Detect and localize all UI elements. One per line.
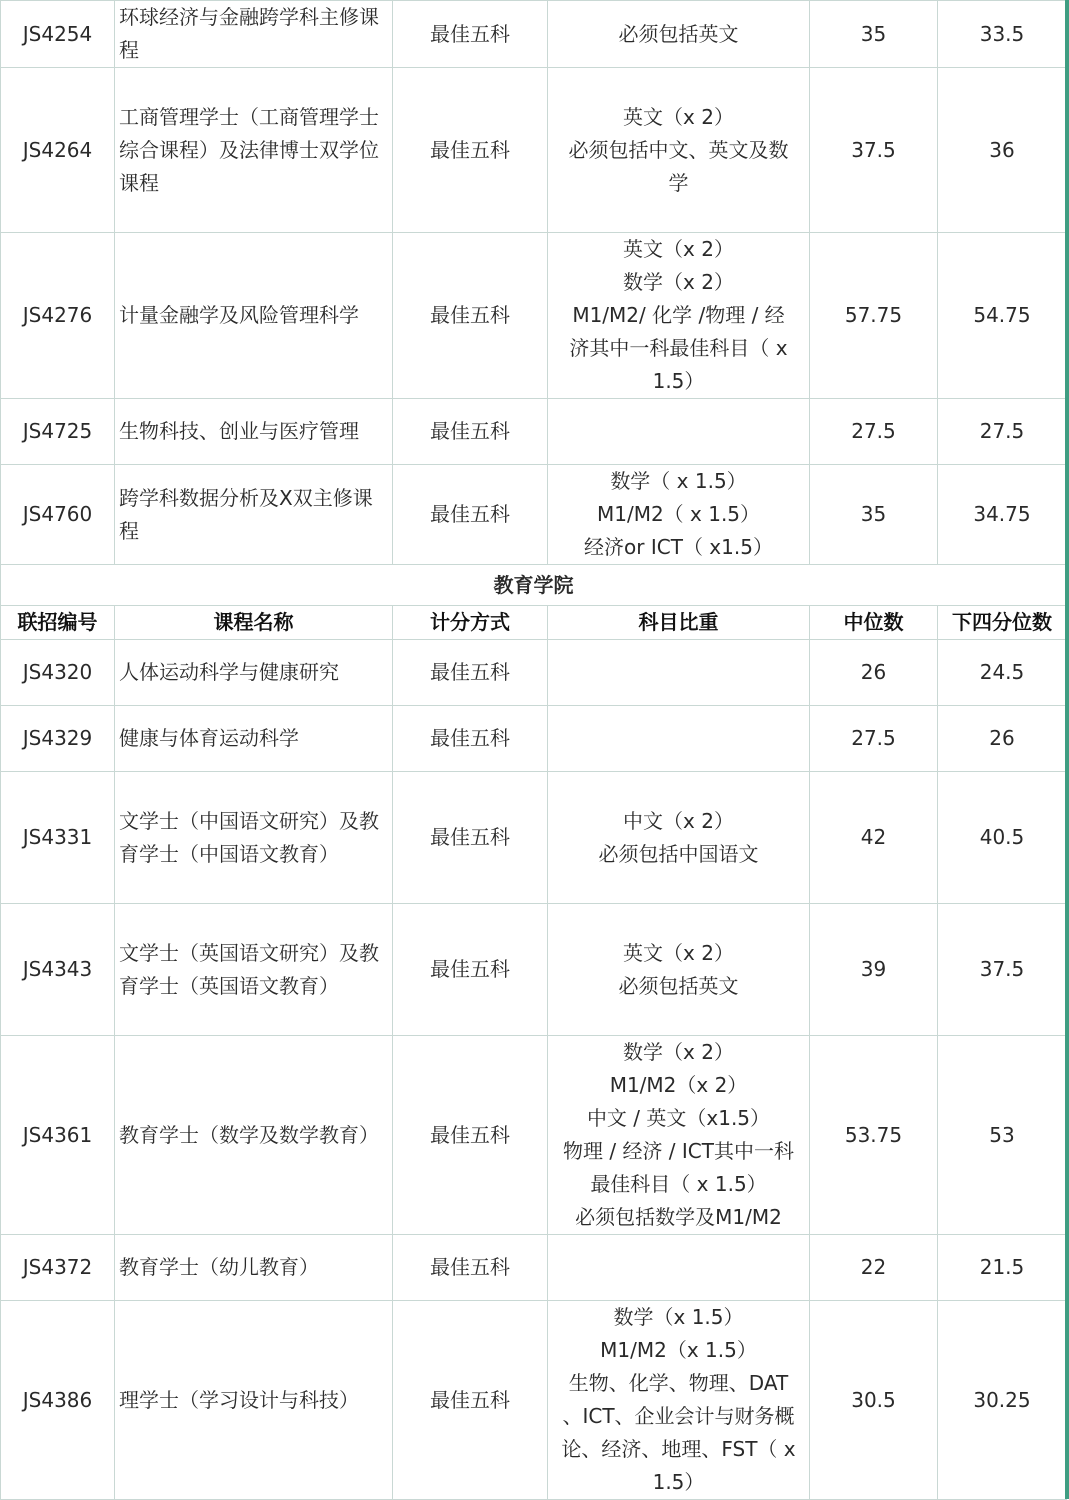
median-cell: 35 xyxy=(810,1,938,68)
median-cell: 22 xyxy=(810,1235,938,1301)
weighting-line: 必须包括英文 xyxy=(618,21,739,46)
median-cell: 30.5 xyxy=(810,1301,938,1500)
weighting-line: M1/M2/ 化学 /物理 / 经 xyxy=(572,303,785,327)
course-name-cell: 计量金融学及风险管理科学 xyxy=(115,233,393,399)
course-name-cell: 环球经济与金融跨学科主修课程 xyxy=(115,1,393,68)
course-code-cell: JS4329 xyxy=(1,706,115,772)
weighting-line: 必须包括数学及M1/M2 xyxy=(575,1205,782,1229)
lower-quartile-cell: 34.75 xyxy=(938,465,1067,565)
table-row xyxy=(1,640,1067,706)
course-name-cell: 文学士（中国语文研究）及教育学士（中国语文教育） xyxy=(115,772,393,904)
scoring-method-cell: 最佳五科 xyxy=(393,640,548,706)
lower-quartile-cell: 53 xyxy=(938,1036,1067,1235)
course-code-cell: JS4725 xyxy=(1,399,115,465)
weighting-line: 物理 / 经济 / ICT其中一科 xyxy=(563,1139,794,1163)
table-row xyxy=(1,1301,1067,1500)
scoring-method-cell: 最佳五科 xyxy=(393,904,548,1036)
weighting-line: 生物、化学、物理、DAT xyxy=(568,1371,789,1395)
faculty-title-row xyxy=(1,565,1067,606)
weighting-line: 1.5） xyxy=(652,1470,705,1494)
weighting-line: 经济or ICT（ x1.5） xyxy=(584,535,773,559)
column-header-row xyxy=(1,606,1067,640)
median-cell: 57.75 xyxy=(810,233,938,399)
table-row xyxy=(1,233,1067,399)
weighting-line: M1/M2（x 2） xyxy=(609,1073,748,1097)
median-cell: 53.75 xyxy=(810,1036,938,1235)
course-code-cell: JS4254 xyxy=(1,1,115,68)
lower-quartile-cell: 36 xyxy=(938,68,1067,233)
weighting-line: M1/M2（x 1.5） xyxy=(600,1338,757,1362)
lower-quartile-cell: 26 xyxy=(938,706,1067,772)
weighting-line: 英文（x 2） xyxy=(623,104,734,129)
subject-weighting-cell xyxy=(548,233,810,399)
lower-quartile-cell: 33.5 xyxy=(938,1,1067,68)
course-code-cell: JS4343 xyxy=(1,904,115,1036)
median-cell: 39 xyxy=(810,904,938,1036)
course-name-cell: 健康与体育运动科学 xyxy=(115,706,393,772)
subject-weighting-cell xyxy=(548,640,810,706)
weighting-line: 数学（x 1.5） xyxy=(613,1305,744,1329)
weighting-line: 学 xyxy=(668,170,689,195)
course-code-cell: JS4372 xyxy=(1,1235,115,1301)
median-cell: 37.5 xyxy=(810,68,938,233)
header-subject-weighting: 科目比重 xyxy=(548,606,810,640)
lower-quartile-cell: 37.5 xyxy=(938,904,1067,1036)
subject-weighting-cell xyxy=(548,1,810,68)
course-name-cell: 教育学士（幼儿教育） xyxy=(115,1235,393,1301)
median-cell: 27.5 xyxy=(810,399,938,465)
course-name-cell: 工商管理学士（工商管理学士综合课程）及法律博士双学位课程 xyxy=(115,68,393,233)
weighting-line: 英文（x 2） xyxy=(623,237,734,261)
right-edge-bar xyxy=(1065,0,1069,1499)
scoring-method-cell: 最佳五科 xyxy=(393,399,548,465)
course-name-cell: 生物科技、创业与医疗管理 xyxy=(115,399,393,465)
weighting-line: 数学（ x 1.5） xyxy=(610,469,747,493)
course-name-cell: 教育学士（数学及数学教育） xyxy=(115,1036,393,1235)
weighting-line: 数学（x 2） xyxy=(623,1040,734,1064)
median-cell: 26 xyxy=(810,640,938,706)
course-code-cell: JS4264 xyxy=(1,68,115,233)
weighting-line: 最佳科目（ x 1.5） xyxy=(590,1172,767,1196)
subject-weighting-cell xyxy=(548,904,810,1036)
scoring-method-cell: 最佳五科 xyxy=(393,772,548,904)
subject-weighting-cell xyxy=(548,772,810,904)
table-row xyxy=(1,1036,1067,1235)
weighting-line: 中文（x 2） xyxy=(623,808,734,833)
course-name-cell: 理学士（学习设计与科技） xyxy=(115,1301,393,1500)
subject-weighting-cell xyxy=(548,706,810,772)
table-row xyxy=(1,465,1067,565)
header-scoring-method: 计分方式 xyxy=(393,606,548,640)
weighting-line: 必须包括英文 xyxy=(618,973,739,998)
header-lower-quartile: 下四分位数 xyxy=(938,606,1067,640)
course-code-cell: JS4331 xyxy=(1,772,115,904)
course-code-cell: JS4320 xyxy=(1,640,115,706)
weighting-line: 英文（x 2） xyxy=(623,940,734,965)
lower-quartile-cell: 40.5 xyxy=(938,772,1067,904)
subject-weighting-cell xyxy=(548,68,810,233)
table-row xyxy=(1,904,1067,1036)
scoring-method-cell: 最佳五科 xyxy=(393,1,548,68)
course-code-cell: JS4361 xyxy=(1,1036,115,1235)
course-code-cell: JS4760 xyxy=(1,465,115,565)
faculty-title: 教育学院 xyxy=(1,565,1067,606)
median-cell: 35 xyxy=(810,465,938,565)
median-cell: 42 xyxy=(810,772,938,904)
weighting-line: 1.5） xyxy=(652,369,705,393)
course-code-cell: JS4276 xyxy=(1,233,115,399)
weighting-line: 必须包括中文、英文及数 xyxy=(568,137,789,162)
weighting-line: 论、经济、地理、FST（ x xyxy=(561,1437,796,1461)
scoring-method-cell: 最佳五科 xyxy=(393,706,548,772)
lower-quartile-cell: 21.5 xyxy=(938,1235,1067,1301)
course-code-cell: JS4386 xyxy=(1,1301,115,1500)
weighting-line: 数学（x 2） xyxy=(623,270,734,294)
subject-weighting-cell xyxy=(548,1036,810,1235)
lower-quartile-cell: 30.25 xyxy=(938,1301,1067,1500)
scoring-method-cell: 最佳五科 xyxy=(393,233,548,399)
lower-quartile-cell: 27.5 xyxy=(938,399,1067,465)
weighting-line: 必须包括中国语文 xyxy=(598,841,759,866)
table-row xyxy=(1,1,1067,68)
course-name-cell: 文学士（英国语文研究）及教育学士（英国语文教育） xyxy=(115,904,393,1036)
header-median: 中位数 xyxy=(810,606,938,640)
subject-weighting-cell xyxy=(548,1235,810,1301)
scoring-method-cell: 最佳五科 xyxy=(393,1301,548,1500)
lower-quartile-cell: 24.5 xyxy=(938,640,1067,706)
median-cell: 27.5 xyxy=(810,706,938,772)
subject-weighting-cell xyxy=(548,399,810,465)
scoring-method-cell: 最佳五科 xyxy=(393,465,548,565)
weighting-line: 、ICT、企业会计与财务概 xyxy=(562,1404,795,1428)
scoring-method-cell: 最佳五科 xyxy=(393,68,548,233)
table-row xyxy=(1,772,1067,904)
table-row xyxy=(1,1235,1067,1301)
subject-weighting-cell xyxy=(548,465,810,565)
subject-weighting-cell xyxy=(548,1301,810,1500)
table-row xyxy=(1,706,1067,772)
header-course-name: 课程名称 xyxy=(115,606,393,640)
lower-quartile-cell: 54.75 xyxy=(938,233,1067,399)
course-name-cell: 人体运动科学与健康研究 xyxy=(115,640,393,706)
weighting-line: 中文 / 英文（x1.5） xyxy=(586,1106,771,1130)
weighting-line: 济其中一科最佳科目（ x xyxy=(569,336,788,360)
scoring-method-cell: 最佳五科 xyxy=(393,1036,548,1235)
header-course-code: 联招编号 xyxy=(1,606,115,640)
weighting-line: M1/M2（ x 1.5） xyxy=(596,502,761,526)
course-name-cell: 跨学科数据分析及X双主修课程 xyxy=(115,465,393,565)
table-row xyxy=(1,68,1067,233)
table-row xyxy=(1,399,1067,465)
scoring-method-cell: 最佳五科 xyxy=(393,1235,548,1301)
